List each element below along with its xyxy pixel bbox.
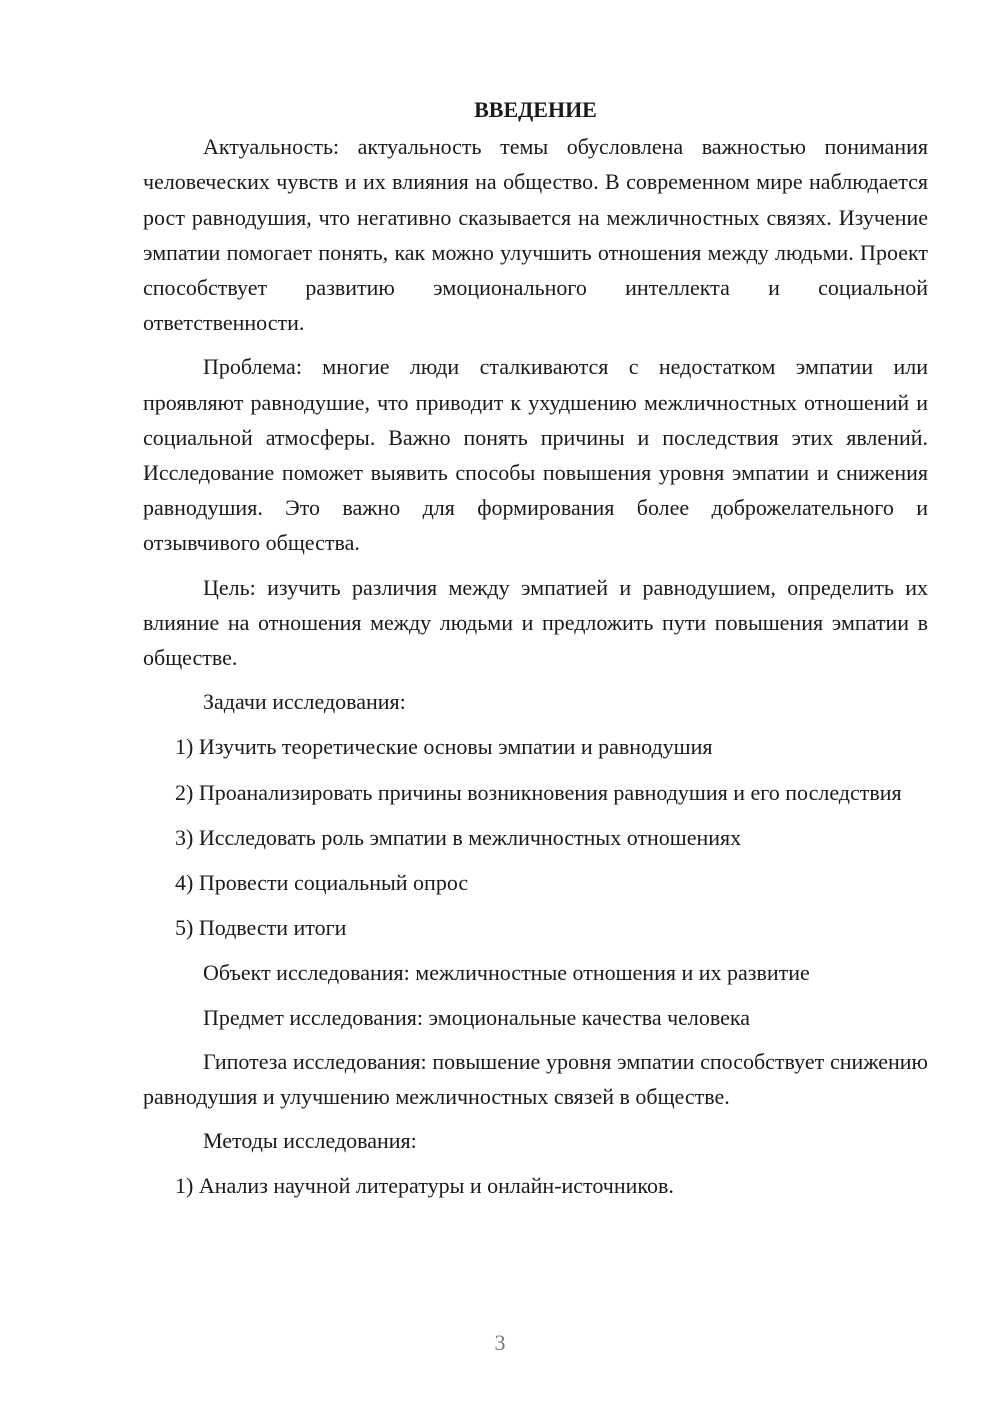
task-item: 1) Изучить теоретические основы эмпатии и равнодушия bbox=[175, 734, 713, 760]
research-hypothesis: Гипотеза исследования: повышение уровня эмпатии способствует снижению равнодушия и улучшению межличностных связей в обществе. bbox=[143, 1048, 928, 1110]
relevance-paragraph: Актуальность: актуальность темы обусловлена важностью понимания человеческих чувств и их влияния на общество. В современном мире наблюдается рост равнодушия, что негативно сказывается на межличностных связях. Изучение эмпатии помогает понять, как можно улучшить отношения между людьми. Проект способствует развитию эмоционального интеллекта и социальной ответственности. bbox=[143, 134, 928, 336]
task-item: 5) Подвести итоги bbox=[175, 915, 347, 941]
goal-paragraph: Цель: изучить различия между эмпатией и равнодушием, определить их влияние на отношения между людьми и предложить пути повышения эмпатии в обществе. bbox=[143, 574, 928, 671]
tasks-heading: Задачи исследования: bbox=[203, 689, 406, 715]
method-item: 1) Анализ научной литературы и онлайн-источников. bbox=[175, 1173, 674, 1199]
page-number: 3 bbox=[494, 1330, 506, 1355]
problem-paragraph: Проблема: многие люди сталкиваются с недостатком эмпатии или проявляют равнодушие, что приводит к ухудшению межличностных отношений и социальной атмосферы. Важно понять причины и последствия этих явлений. Исследование поможет выявить способы повышения уровня эмпатии и снижения равнодушия. Это важно для формирования более доброжелательного и отзывчивого общества. bbox=[143, 354, 928, 556]
task-item: 3) Исследовать роль эмпатии в межличностных отношениях bbox=[175, 824, 742, 850]
task-item: 4) Провести социальный опрос bbox=[175, 870, 469, 896]
section-title: ВВЕДЕНИЕ bbox=[474, 97, 597, 122]
task-item: 2) Проанализировать причины возникновения равнодушия и его последствия bbox=[175, 779, 902, 805]
document-page bbox=[143, 92, 928, 1214]
research-subject: Предмет исследования: эмоциональные качества человека bbox=[203, 1004, 751, 1030]
methods-heading: Методы исследования: bbox=[203, 1128, 417, 1154]
research-object: Объект исследования: межличностные отношения и их развитие bbox=[203, 960, 810, 986]
